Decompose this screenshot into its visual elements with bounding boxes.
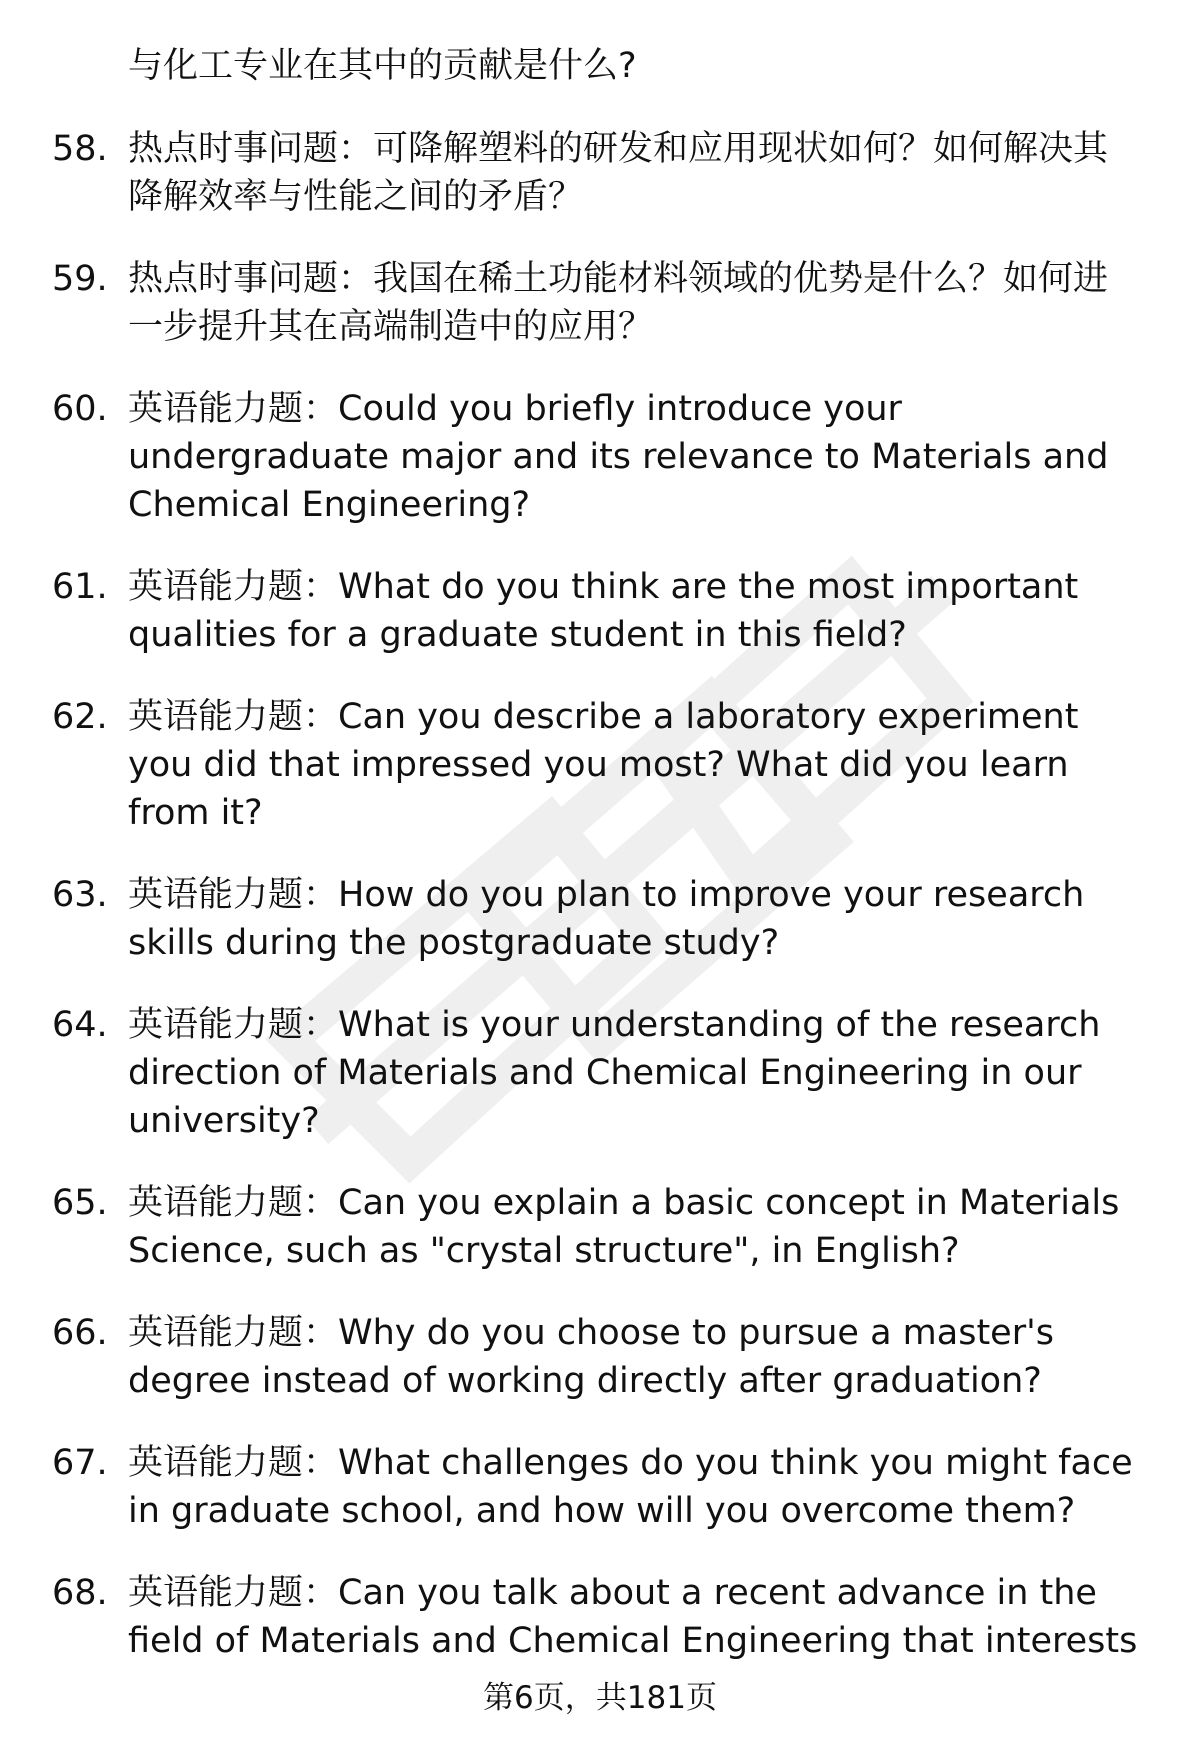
question-number: 59. xyxy=(52,259,108,299)
question-number: 60. xyxy=(52,389,108,429)
question-text: 英语能力题：Can you describe a laboratory experiment you did that impressed you most? What did you learn from it? xyxy=(128,697,1079,833)
question-item xyxy=(0,255,1200,351)
question-item xyxy=(0,871,1200,967)
question-text: 英语能力题：What challenges do you think you might face in graduate school, and how will you overcome them? xyxy=(128,1443,1133,1531)
continuation-text: 与化工专业在其中的贡献是什么? xyxy=(128,46,637,86)
question-text: 英语能力题：Could you briefly introduce your undergraduate major and its relevance to Materials and Chemical Engineering? xyxy=(128,389,1109,525)
question-text: 英语能力题：Why do you choose to pursue a master's degree instead of working directly after graduation? xyxy=(128,1313,1054,1401)
question-text: 热点时事问题：可降解塑料的研发和应用现状如何？如何解决其降解效率与性能之间的矛盾？ xyxy=(128,129,1109,217)
question-item xyxy=(0,563,1200,659)
question-text: 英语能力题：How do you plan to improve your research skills during the postgraduate study? xyxy=(128,875,1085,963)
question-text: 英语能力题：Can you explain a basic concept in Materials Science, such as "crystal structure", in English? xyxy=(128,1183,1120,1271)
question-text: 英语能力题：What is your understanding of the research direction of Materials and Chemical Engineering in our university? xyxy=(128,1005,1101,1141)
question-item xyxy=(0,693,1200,837)
question-text: 热点时事问题：我国在稀土功能材料领域的优势是什么？如何进一步提升其在高端制造中的应用？ xyxy=(128,259,1109,347)
question-number: 62. xyxy=(52,697,108,737)
question-item xyxy=(0,1001,1200,1145)
page-footer xyxy=(0,1678,1200,1718)
question-number: 66. xyxy=(52,1313,108,1353)
question-item xyxy=(0,385,1200,529)
question-number: 58. xyxy=(52,129,108,169)
question-item xyxy=(0,1439,1200,1535)
question-list xyxy=(0,42,1200,1699)
question-number: 61. xyxy=(52,567,108,607)
question-item xyxy=(0,1309,1200,1405)
question-number: 67. xyxy=(52,1443,108,1483)
question-number: 64. xyxy=(52,1005,108,1045)
question-text: 英语能力题：Can you talk about a recent advance in the field of Materials and Chemical Engineering that interests xyxy=(128,1573,1138,1661)
question-item xyxy=(0,1569,1200,1665)
question-item xyxy=(0,1179,1200,1275)
question-item xyxy=(0,125,1200,221)
continuation-paragraph xyxy=(0,42,1200,90)
question-number: 63. xyxy=(52,875,108,915)
question-text: 英语能力题：What do you think are the most important qualities for a graduate student in this field? xyxy=(128,567,1079,655)
question-number: 65. xyxy=(52,1183,108,1223)
question-number: 68. xyxy=(52,1573,108,1613)
page-number: 第6页，共181页 xyxy=(483,1680,717,1716)
